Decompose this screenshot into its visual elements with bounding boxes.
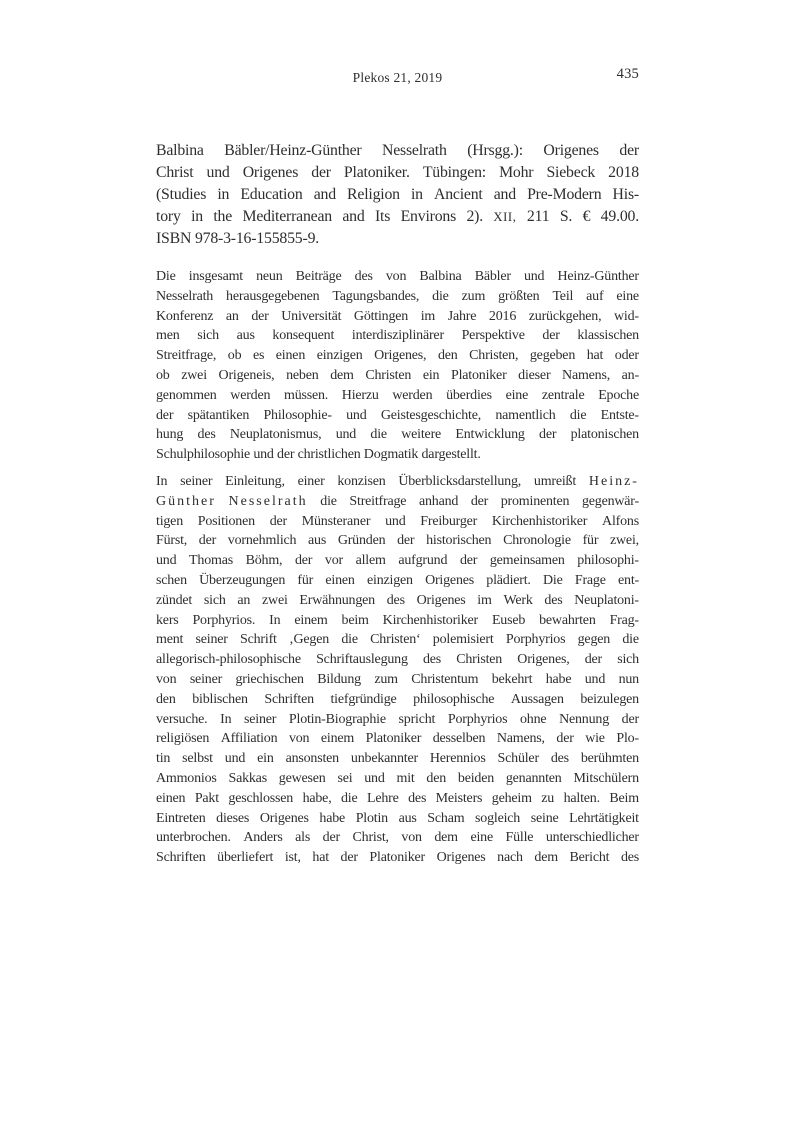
text-line: men sich aus konsequent interdisziplinärer Perspektive der klassischen: [156, 328, 639, 344]
text-line: zündet sich an zwei Erwähnungen des Origenes im Werk des Neuplatoni-: [156, 592, 639, 608]
text-line: einen Pakt geschlossen habe, die Lehre des Meisters geheim zu halten. Beim: [156, 790, 639, 806]
text-line: den biblischen Schriften tiefgründige philosophische Aussagen beizulegen: [156, 691, 639, 707]
text-line: von seiner griechischen Bildung zum Christentum bekehrt habe und nun: [156, 671, 639, 687]
book-reference-block: [156, 140, 639, 250]
text-line: tory in the Mediterranean and Its Environs 2). XII, 211 S. € 49.00.: [156, 208, 639, 225]
text-line: hung des Neuplatonismus, und die weitere Entwicklung der platonischen: [156, 427, 639, 443]
text-line: ment seiner Schrift ‚Gegen die Christen‘ polemisiert Porphyrios gegen die: [156, 632, 639, 648]
text-line: schen Überzeugungen für einen einzigen Origenes plädiert. Die Frage ent-: [156, 572, 639, 588]
text-line: Fürst, der vornehmlich aus Gründen der historischen Chronologie für zwei,: [156, 533, 639, 549]
text-line: allegorisch-philosophische Schriftauslegung des Christen Origenes, der sich: [156, 652, 639, 668]
text-line: tin selbst und ein ansonsten unbekannter Herennios Schüler des berühmten: [156, 751, 639, 767]
text-line: In seiner Einleitung, einer konzisen Überblicksdarstellung, umreißt Heinz-: [156, 474, 639, 489]
paragraph-introduction: [156, 472, 639, 868]
text-line: Ammonios Sakkas gewesen sei und mit den beiden genannten Mitschülern: [156, 770, 639, 786]
text-line: ob zwei Origeneis, neben dem Christen ein Platoniker dieser Namens, an-: [156, 367, 639, 383]
text-line: genommen werden müssen. Hierzu werden überdies eine zentrale Epoche: [156, 387, 639, 403]
text-line: ISBN 978-3-16-155855-9.: [156, 230, 320, 247]
text-line: Schriften überliefert ist, hat der Platoniker Origenes nach dem Bericht des: [156, 850, 639, 866]
text-line: Die insgesamt neun Beiträge des von Balbina Bäbler und Heinz-Günther: [156, 269, 639, 284]
text-line: Streitfrage, ob es einen einzigen Origenes, den Christen, gegeben hat oder: [156, 348, 639, 364]
text-line: der spätantiken Philosophie- und Geistesgeschichte, namentlich die Entste-: [156, 407, 639, 423]
text-line: Günther Nesselrath die Streitfrage anhand der prominenten gegenwär-: [156, 493, 639, 509]
page-number: 435: [616, 66, 639, 82]
text-line: und Thomas Böhm, der vor allem aufgrund der gemeinsamen philosophi-: [156, 553, 639, 569]
paragraph-overview: [156, 267, 639, 465]
text-line: Schulphilosophie und der christlichen Dogmatik dargestellt.: [156, 447, 481, 463]
text-line: Nesselrath herausgegebenen Tagungsbandes, die zum größten Teil auf eine: [156, 288, 639, 304]
text-column: [156, 0, 639, 1131]
text-line: Balbina Bäbler/Heinz-Günther Nesselrath (Hrsgg.): Origenes der: [156, 142, 639, 159]
text-line: Eintreten dieses Origenes habe Plotin aus Scham sogleich seine Lehrtätigkeit: [156, 810, 639, 826]
text-line: kers Porphyrios. In einem beim Kirchenhistoriker Euseb bewahrten Frag-: [156, 612, 639, 628]
journal-title: Plekos 21, 2019: [352, 70, 443, 85]
text-line: Konferenz an der Universität Göttingen im Jahre 2016 zurückgehen, wid-: [156, 308, 639, 324]
text-line: (Studies in Education and Religion in Ancient and Pre-Modern His-: [156, 186, 639, 203]
text-line: Christ und Origenes der Platoniker. Tübingen: Mohr Siebeck 2018: [156, 164, 639, 181]
text-line: religiösen Affiliation von einem Platoniker desselben Namens, der wie Plo-: [156, 731, 639, 747]
text-line: tigen Positionen der Münsteraner und Freiburger Kirchenhistoriker Alfons: [156, 513, 639, 529]
text-line: unterbrochen. Anders als der Christ, von dem eine Fülle unterschiedlicher: [156, 830, 639, 846]
text-line: versuche. In seiner Plotin-Biographie spricht Porphyrios ohne Nennung der: [156, 711, 639, 727]
page-header: [156, 66, 639, 86]
